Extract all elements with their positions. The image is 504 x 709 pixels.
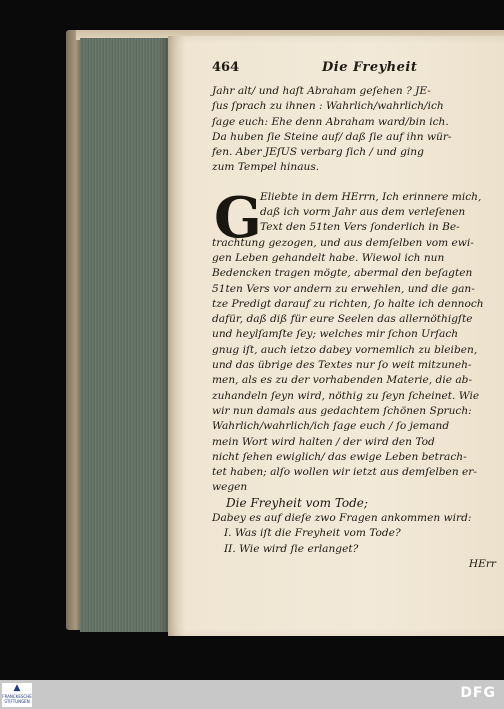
- text-line: wir nun damals aus gedachtem ſchönen Spruch:: [212, 404, 472, 417]
- text-line: dafür, daß diß für eure Seelen das allernöthigſte: [212, 313, 473, 326]
- text-line: zum Tempel hinaus.: [212, 161, 320, 174]
- text-line: ſage euch: Ehe denn Abraham ward/bin ich.: [212, 115, 449, 128]
- book-page: [168, 36, 504, 636]
- text-line: nicht ſehen ewiglich/ das ewige Leben betrach-: [212, 450, 467, 463]
- questions-intro: Dabey es auf dieſe zwo Fragen ankommen wird:: [212, 512, 472, 525]
- text-line: Da huben ſie Steine auf/ daß ſie auf ihn wür-: [212, 130, 452, 143]
- institution-logo[interactable]: [2, 683, 32, 707]
- eagle-icon: ▲: [13, 683, 21, 693]
- text-line: Bedencken tragen mögte, abermal den beſagten: [212, 267, 473, 280]
- text-line: Eliebte in dem HErrn, Ich erinnere mich,: [260, 190, 482, 203]
- text-line: daß ich vorm Jahr aus dem verleſenen: [260, 206, 466, 219]
- text-line: tet haben; alſo wollen wir ietzt aus demſelben er-: [212, 466, 477, 479]
- page-number: 464: [212, 60, 240, 75]
- text-line: und heylſamſte ſey; welches mir ſchon Urſach: [212, 328, 459, 341]
- logo-label: FRANCKESCHE STIFTUNGEN: [2, 694, 32, 704]
- text-line: Jahr alt/ und haſt Abraham geſehen ? JE-: [212, 85, 431, 97]
- text-line: trachtung gezogen, und aus demſelben vom ewi-: [212, 236, 474, 249]
- question-two: II. Wie wird ſie erlanget?: [224, 542, 359, 555]
- text-line: mein Wort wird halten / der wird den Tod: [212, 435, 435, 448]
- question-one: I. Was iſt die Freyheit vom Tode?: [224, 527, 401, 540]
- text-line: gen Leben gehandelt habe. Wiewol ich nun: [212, 251, 445, 264]
- page-stack-edges: [80, 38, 170, 632]
- page-text: [212, 84, 502, 572]
- viewer-footer: [0, 680, 504, 709]
- text-line: 51ten Vers vor andern zu erwehlen, und die gan-: [212, 282, 475, 295]
- running-title: Die Freyheit: [322, 60, 418, 75]
- sermon-theme: Die Freyheit vom Tode;: [226, 495, 368, 510]
- text-line: und das übrige des Textes nur ſo weit mitzuneh-: [212, 359, 472, 372]
- text-line: fen. Aber JEſUS verbarg ſich / und ging: [212, 146, 424, 159]
- text-line: Wahrlich/wahrlich/ich ſage euch / ſo jemand: [212, 420, 450, 433]
- text-line: men, als es zu der vorhabenden Materie, die ab-: [212, 374, 473, 387]
- text-line: wegen: [212, 481, 248, 494]
- drop-cap-initial: G: [214, 184, 262, 251]
- catchword: HErr: [468, 557, 496, 570]
- text-line: gnug iſt, auch ietzo dabey vornemlich zu bleiben,: [212, 343, 478, 356]
- dfg-logo[interactable]: DFG: [460, 685, 496, 701]
- text-line: ſus ſprach zu ihnen : Wahrlich/wahrlich/ich: [212, 100, 444, 113]
- text-line: zuhandeln ſeyn wird, nöthig zu ſeyn ſcheinet. Wie: [212, 389, 480, 402]
- text-line: tze Predigt darauf zu richten, ſo halte ich dennoch: [212, 297, 484, 310]
- page-header: [212, 60, 498, 82]
- text-line: Text den 51ten Vers ſonderlich in Be-: [260, 221, 460, 234]
